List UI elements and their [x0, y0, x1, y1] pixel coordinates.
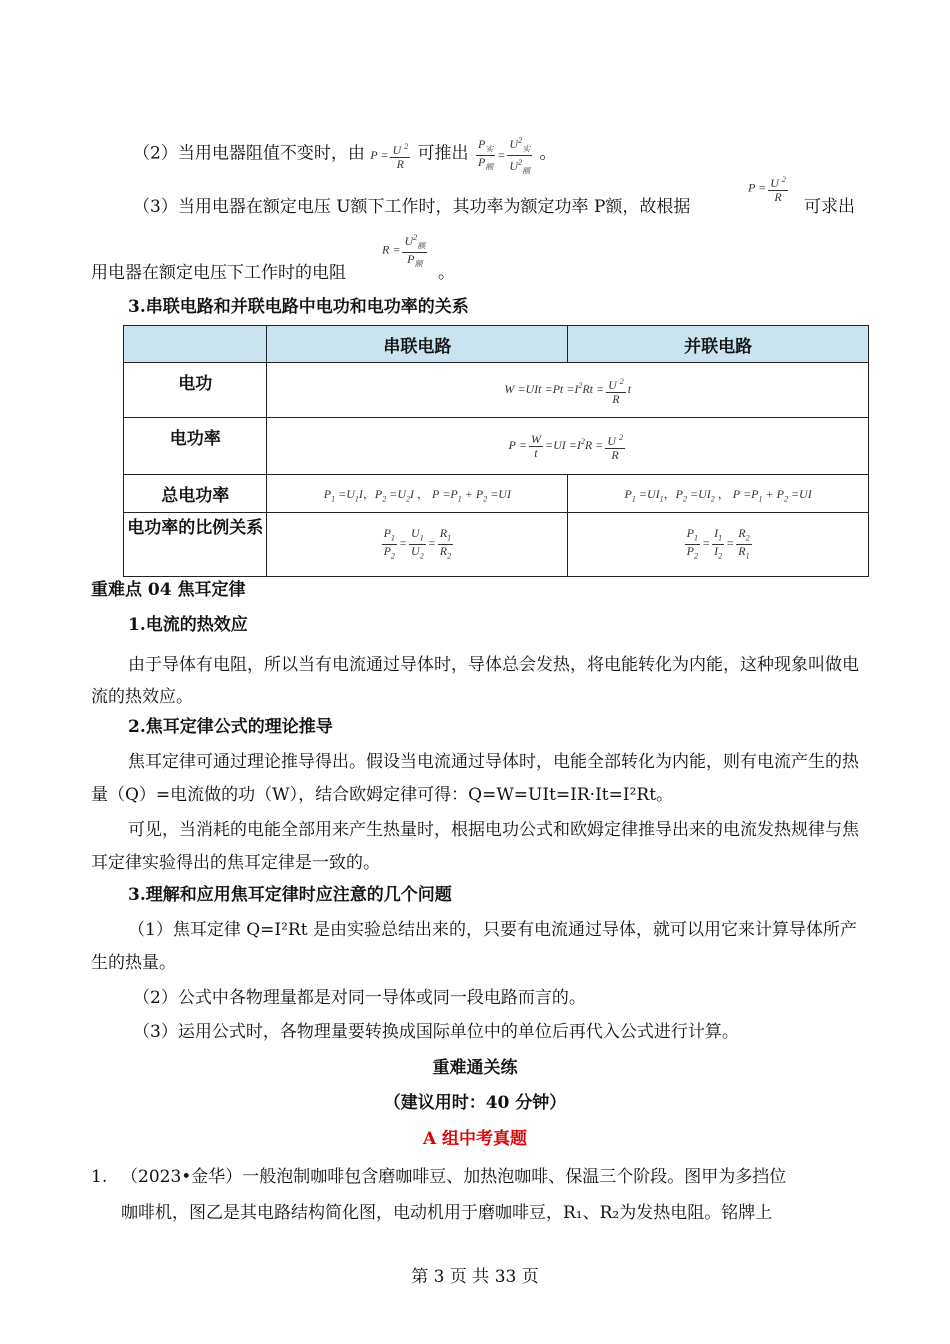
formula-p-u2-r-2: P = $\frac{U ^2}{R}$ — [748, 175, 786, 204]
row-total-series: $P_1 =U_1I$，$P_2 =U_2I$ ， $P =P_1 + P_2 =UI$ — [267, 475, 568, 513]
item3-line2: 用电器在额定电压下工作时的电阻 — [91, 263, 346, 283]
row-total-parallel: $P_1 =UI_1$，$P_2 =UI_2$ ， $P =P_1 + P_2 =UI$ — [568, 475, 869, 513]
sub1-title: 1.电流的热效应 — [128, 615, 248, 635]
row-total-label: 总电功率 — [124, 475, 267, 513]
header-series: 串联电路 — [267, 326, 568, 363]
sub3-item-3: （3）运用公式时，各物理量要转换成国际单位中的单位后再代入公式进行计算。 — [133, 1022, 739, 1042]
item2-end: 。 — [539, 143, 557, 164]
q1-number: 1. — [91, 1167, 108, 1187]
sub2-p2: 可见，当消耗的电能全部用来产生热量时，根据电功公式和欧姆定律推导出来的电流发热规律与焦耳定律实验得出的焦耳定律是一致的。 — [91, 820, 859, 873]
row-power-formula: P = $\frac{W}{t}$ $=UI =I^2R$ = $\frac{U ^2}{R}$ — [267, 418, 869, 475]
item3-tail: 可求出 — [804, 197, 855, 217]
item3-end: 。 — [438, 263, 455, 283]
header-empty — [124, 326, 267, 363]
formula-r: R = $U^2_额$ $P_额$ — [382, 233, 426, 269]
row-work-formula: $W =UIt =Pt =I^2Rt$ = $\frac{U ^2}{R}$ t — [267, 363, 869, 418]
sub3-item-1: （1）焦耳定律 Q=I²Rt 是由实验总结出来的，只要有电流通过导体，就可以用它来计算导体所产生的热量。 — [91, 920, 857, 973]
row-power-label: 电功率 — [124, 418, 267, 475]
row-ratio-series: $\frac{P_1}{P_2}$ = $\frac{U_1}{U_2}$ = $\frac{R_1}{R_2}$ — [267, 513, 568, 577]
page-footer: 第 3 页 共 33 页 — [411, 1267, 539, 1287]
practice-title: 重难通关练 — [432, 1058, 518, 1078]
keypoint-title: 重难点 04 焦耳定律 — [91, 580, 246, 600]
sub3-title: 3.理解和应用焦耳定律时应注意的几个问题 — [128, 885, 452, 905]
sub3-item-2: （2）公式中各物理量都是对同一导体或同一段电路而言的。 — [133, 988, 586, 1008]
sub1-text: 由于导体有电阻，所以当有电流通过导体时，导体总会发热，将电能转化为内能，这种现象叫做电流的热效应。 — [91, 655, 859, 707]
q1-line1: （2023•金华）一般泡制咖啡包含磨咖啡豆、加热泡咖啡、保温三个阶段。图甲为多挡位 — [121, 1167, 787, 1187]
formula-ratio: $P_实$ $P_额$ = $U^2_实$ $U^2_额$ — [477, 136, 531, 176]
practice-time: （建议用时：40 分钟） — [383, 1093, 567, 1113]
row-ratio-label: 电功率的比例关系 — [124, 513, 267, 577]
row-ratio-parallel: $\frac{P_1}{P_2}$ = $\frac{I_1}{I_2}$ = $\frac{R_2}{R_1}$ — [568, 513, 869, 577]
sub2-p1: 焦耳定律可通过理论推导得出。假设当电流通过导体时，电能全部转化为内能，则有电流产生的热量（Q）=电流做的功（W），结合欧姆定律可得：Q=W=UIt=IR·It=I²Rt。 — [91, 752, 859, 805]
row-work-label: 电功 — [124, 363, 267, 418]
q1-line2: 咖啡机，图乙是其电路结构简化图，电动机用于磨咖啡豆，R₁、R₂为发热电阻。铭牌上 — [121, 1203, 773, 1223]
item2-line — [133, 134, 556, 178]
power-relation-table — [123, 325, 869, 577]
item2-prefix: （2）当用电器阻值不变时，由 — [133, 143, 365, 164]
sub2-title: 2.焦耳定律公式的理论推导 — [128, 717, 333, 737]
item3-text: （3）当用电器在额定电压 U额下工作时，其功率为额定功率 P额，故根据 — [133, 197, 691, 217]
group-title: A 组中考真题 — [422, 1129, 528, 1149]
header-parallel: 并联电路 — [568, 326, 869, 363]
formula-p-u2-r: P = $\frac{U ^2}{R}$ — [370, 142, 409, 172]
section3-title: 3.串联电路和并联电路中电功和电功率的关系 — [128, 297, 469, 317]
item2-mid: 可推出 — [417, 143, 469, 164]
